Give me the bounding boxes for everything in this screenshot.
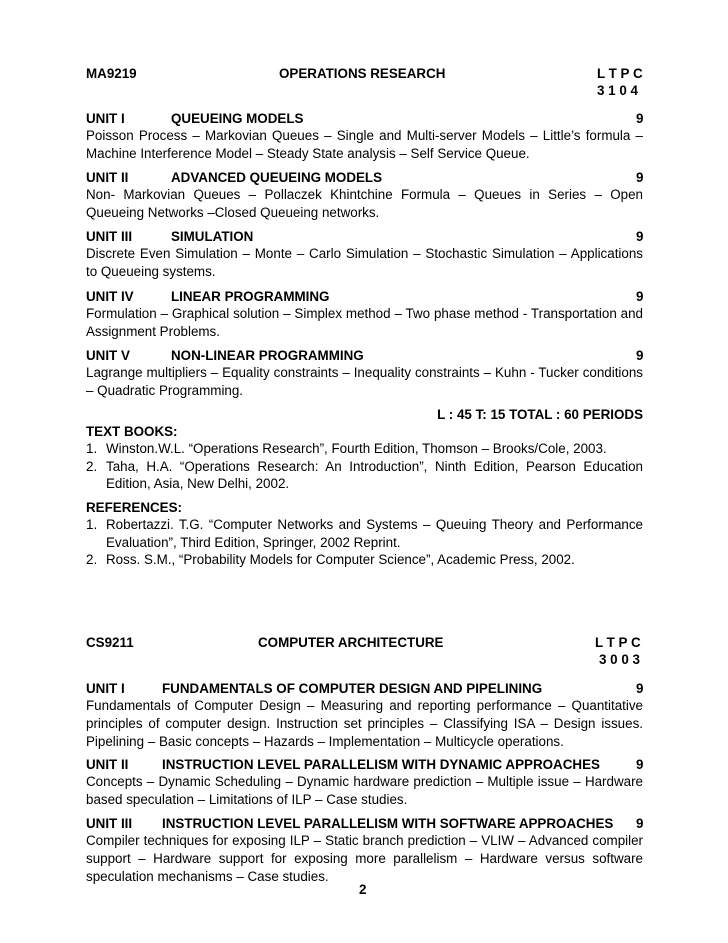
textbooks-list	[86, 440, 643, 493]
unit-hours: 9	[636, 111, 644, 126]
unit-label: UNIT III	[86, 816, 133, 831]
list-item: 1. Winston.W.L. “Operations Research”, Fourth Edition, Thomson – Brooks/Cole, 2003.	[86, 441, 607, 456]
ltpc-values: 3 1 0 4	[597, 83, 638, 98]
unit-hours: 9	[636, 757, 644, 772]
unit-description: Fundamentals of Computer Design – Measuring and reporting performance – Quantitative principles of computer design. Instruction set principles – Classifying ISA – Design issues. Pipelining – Basic concepts – Hazards – Implementation – Multicycle operations.	[86, 698, 643, 749]
course-title: OPERATIONS RESEARCH	[279, 66, 446, 81]
unit-title: INSTRUCTION LEVEL PARALLELISM WITH DYNAMIC APPROACHES	[162, 757, 600, 772]
unit-hours: 9	[636, 681, 644, 696]
ltpc-label: L T P C	[597, 66, 643, 81]
list-item: 2. Taha, H.A. “Operations Research: An Introduction”, Ninth Edition, Pearson Education Edition, Asia, New Delhi, 2002.	[86, 458, 643, 491]
list-item: 2. Ross. S.M., “Probability Models for Computer Science”, Academic Press, 2002.	[86, 552, 575, 567]
unit-hours: 9	[636, 229, 644, 244]
unit-hours: 9	[636, 816, 644, 831]
unit-description: Lagrange multipliers – Equality constraints – Inequality constraints – Kuhn - Tucker conditions – Quadratic Programming.	[86, 365, 643, 398]
unit-label: UNIT II	[86, 757, 129, 772]
unit-title: INSTRUCTION LEVEL PARALLELISM WITH SOFTWARE APPROACHES	[162, 816, 614, 831]
unit-title: FUNDAMENTALS OF COMPUTER DESIGN AND PIPELINING	[162, 681, 543, 696]
unit-label: UNIT IV	[86, 289, 134, 304]
unit-title: NON-LINEAR PROGRAMMING	[171, 348, 364, 363]
unit-title: SIMULATION	[171, 229, 254, 244]
textbooks-heading: TEXT BOOKS:	[86, 424, 178, 439]
references-list	[86, 516, 643, 569]
unit-label: UNIT I	[86, 111, 125, 126]
course-code: MA9219	[86, 66, 137, 81]
course-title: COMPUTER ARCHITECTURE	[258, 635, 444, 650]
unit-description: Compiler techniques for exposing ILP – Static branch prediction – VLIW – Advanced compiler support – Hardware support for exposing more parallelism – Hardware versus software speculation mechanisms – Case studies.	[86, 833, 643, 884]
unit-label: UNIT III	[86, 229, 133, 244]
references-heading: REFERENCES:	[86, 500, 182, 515]
unit-description: Formulation – Graphical solution – Simplex method – Two phase method - Transportation and Assignment Problems.	[86, 306, 643, 339]
unit-title: LINEAR PROGRAMMING	[171, 289, 330, 304]
unit-label: UNIT V	[86, 348, 130, 363]
ltpc-values: 3 0 0 3	[599, 652, 640, 667]
unit-description: Non- Markovian Queues – Pollaczek Khintchine Formula – Queues in Series – Open Queueing Networks –Closed Queueing networks.	[86, 187, 643, 220]
unit-description: Concepts – Dynamic Scheduling – Dynamic hardware prediction – Multiple issue – Hardware based speculation – Limitations of ILP – Case studies.	[86, 774, 643, 807]
total-periods: L : 45 T: 15 TOTAL : 60 PERIODS	[437, 407, 643, 422]
list-item: 1. Robertazzi. T.G. “Computer Networks and Systems – Queuing Theory and Performance Evaluation”, Third Edition, Springer, 2002 Reprint.	[86, 517, 643, 550]
unit-description: Discrete Even Simulation – Monte – Carlo Simulation – Stochastic Simulation – Applications to Queueing systems.	[86, 246, 643, 279]
unit-hours: 9	[636, 170, 644, 185]
unit-hours: 9	[636, 348, 644, 363]
page-number: 2	[359, 882, 367, 897]
unit-label: UNIT I	[86, 681, 125, 696]
unit-title: QUEUEING MODELS	[171, 111, 304, 126]
unit-hours: 9	[636, 289, 644, 304]
unit-description: Poisson Process – Markovian Queues – Single and Multi-server Models – Little’s formula – Machine Interference Model – Steady State analysis – Self Service Queue.	[86, 128, 643, 161]
unit-label: UNIT II	[86, 170, 129, 185]
ltpc-label: L T P C	[595, 635, 641, 650]
course-code: CS9211	[86, 635, 134, 650]
unit-title: ADVANCED QUEUEING MODELS	[171, 170, 383, 185]
